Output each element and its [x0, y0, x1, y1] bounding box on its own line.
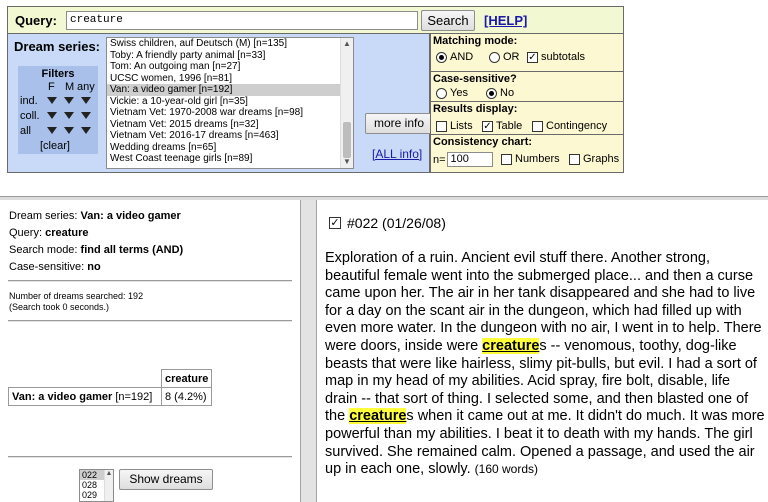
query-bar [7, 6, 624, 34]
checkbox-icon [501, 154, 512, 165]
filter-col-f: F [48, 81, 55, 93]
dream-id-listbox[interactable] [79, 469, 114, 502]
dreams-searched-count: Number of dreams searched: 192 [9, 291, 144, 301]
table-cell-count[interactable]: 8 (4.2%) [162, 388, 212, 406]
list-item[interactable]: Toby: A friendly party animal [n=33] [110, 49, 266, 61]
filter-col-any: any [77, 81, 95, 93]
filters-box [18, 66, 98, 154]
summary-query: Query: creature [9, 227, 89, 239]
case-no-radio[interactable] [486, 87, 514, 99]
contingency-checkbox[interactable] [532, 120, 607, 132]
down-triangle-icon[interactable] [47, 127, 57, 134]
checkbox-icon [436, 121, 447, 132]
consistency-chart-section [431, 134, 623, 172]
scroll-down-icon[interactable]: ▼ [343, 157, 351, 166]
matching-mode-title: Matching mode: [433, 35, 518, 47]
dream-text [325, 250, 765, 479]
list-item[interactable]: Vietnam Vet: 1970-2008 war dreams [n=98] [110, 107, 303, 118]
and-label: AND [450, 51, 474, 63]
down-triangle-icon[interactable] [81, 112, 91, 119]
no-label: No [500, 87, 515, 99]
word-count: (160 words) [474, 462, 539, 477]
dream-text-part: s -- venomous, toothy, dog-like beasts that were like hairless, slimy pit-bulls, but evil. I had a sort of map in my head of my abilities. Acid spray, fire bolt, disable, life drain -- that sort of thing. I selected some, and then blasted one of the [325, 337, 757, 425]
list-item[interactable]: Vietnam Vet: 2015 dreams [n=32] [110, 118, 259, 130]
search-time: (Search took 0 seconds.) [9, 302, 110, 312]
case-yes-radio[interactable] [436, 87, 468, 99]
radio-checked-icon [486, 88, 497, 99]
filter-row-ind: ind. [20, 95, 38, 107]
search-button[interactable]: Search [421, 10, 475, 31]
radio-checked-icon [436, 52, 447, 63]
help-link[interactable]: [HELP] [484, 13, 528, 28]
all-info-link[interactable]: [ALL info] [372, 147, 423, 161]
n-label: n= [433, 153, 446, 166]
results-display-section [431, 101, 623, 134]
divider [8, 280, 292, 282]
numbers-checkbox[interactable] [501, 153, 560, 165]
list-item[interactable]: UCSC women, 1996 [n=81] [110, 72, 233, 84]
table-header-creature: creature [162, 370, 212, 388]
yes-label: Yes [450, 87, 468, 99]
table-checkbox[interactable] [482, 120, 522, 132]
scroll-up-icon[interactable]: ▲ [104, 470, 113, 501]
down-triangle-icon[interactable] [47, 112, 57, 119]
down-triangle-icon[interactable] [81, 127, 91, 134]
case-sensitive-title: Case-sensitive? [433, 73, 517, 85]
summary-mode: Search mode: find all terms (AND) [9, 244, 184, 256]
dream-series-panel [7, 34, 430, 173]
search-options-panel [430, 34, 624, 173]
query-input[interactable]: creature [66, 11, 418, 30]
consistency-chart-title: Consistency chart: [433, 136, 533, 148]
list-item-selected[interactable]: 022 [80, 470, 113, 480]
down-triangle-icon[interactable] [47, 97, 57, 104]
list-item[interactable]: 029 [82, 490, 98, 500]
checkbox-icon [569, 154, 580, 165]
list-item[interactable]: Vietnam Vet: 2016-17 dreams [n=463] [110, 130, 279, 141]
listbox-scrollbar[interactable] [340, 38, 353, 168]
or-radio[interactable] [489, 51, 520, 63]
filter-row-coll: coll. [20, 110, 40, 122]
scroll-up-icon[interactable]: ▲ [343, 39, 351, 48]
and-radio[interactable] [436, 51, 473, 63]
n-field[interactable] [433, 152, 493, 167]
dream-series-label: Dream series: [14, 39, 100, 54]
divider [8, 456, 292, 458]
down-triangle-icon[interactable] [64, 112, 74, 119]
more-info-button[interactable]: more info [365, 113, 433, 134]
list-item-selected[interactable]: Van: a video gamer [n=192] [107, 84, 353, 96]
dream-header [329, 215, 446, 231]
divider [8, 320, 292, 322]
table-row-label: Van: a video gamer [n=192] [9, 388, 162, 406]
highlighted-term: creature [349, 408, 407, 425]
checkbox-checked-icon: ✓ [483, 120, 492, 132]
query-label: Query: [15, 13, 57, 28]
graphs-checkbox[interactable] [569, 153, 619, 165]
list-item[interactable]: Tom: An outgoing man [n=27] [110, 61, 241, 72]
table-label: Table [496, 120, 523, 132]
summary-case: Case-sensitive: no [9, 261, 101, 273]
down-triangle-icon[interactable] [64, 97, 74, 104]
results-summary-frame [0, 200, 300, 502]
down-triangle-icon[interactable] [81, 97, 91, 104]
highlighted-term: creature [482, 337, 540, 354]
numbers-label: Numbers [515, 153, 560, 165]
radio-icon [436, 88, 447, 99]
n-input[interactable]: 100 [447, 152, 493, 167]
scroll-thumb[interactable] [343, 122, 351, 158]
show-dreams-button[interactable]: Show dreams [119, 469, 213, 490]
list-item[interactable]: Vickie: a 10-year-old girl [n=35] [110, 95, 248, 107]
dream-viewer-frame [317, 200, 768, 502]
or-label: OR [503, 51, 520, 63]
list-item[interactable]: Wedding dreams [n=65] [110, 141, 217, 153]
clear-filters-link[interactable]: [clear] [40, 140, 70, 152]
frame-divider-vertical[interactable] [300, 200, 317, 502]
results-table [8, 369, 212, 406]
matching-mode-section [431, 34, 623, 71]
graphs-label: Graphs [583, 153, 620, 165]
list-item[interactable]: Swiss children, auf Deutsch (M) [n=135] [110, 38, 288, 49]
lists-checkbox[interactable] [436, 120, 473, 132]
summary-series: Dream series: Van: a video gamer [9, 210, 181, 222]
subtotals-checkbox[interactable] [527, 51, 585, 63]
list-item[interactable]: 028 [82, 480, 98, 490]
dream-id-date: #022 (01/26/08) [347, 215, 446, 231]
subtotals-label: subtotals [541, 51, 586, 63]
checkbox-icon [532, 121, 543, 132]
dream-series-listbox[interactable] [106, 37, 354, 169]
dream-text-part: s when it came out at me. It didn't do much. It was more powerful than my abilities. I beat it to death with my hands. The girl survived. She remained calm. Opened a passage, and used the air up in each one, slowly. [325, 408, 765, 478]
table-row [9, 388, 212, 406]
filter-row-all: all [20, 125, 32, 137]
search-form-frame [0, 0, 768, 173]
case-sensitive-section [431, 71, 623, 101]
filter-col-m: M [65, 81, 75, 93]
filters-title: Filters [41, 68, 75, 80]
lists-label: Lists [450, 120, 473, 132]
radio-icon [489, 52, 500, 63]
list-item[interactable]: West Coast teenage girls [n=89] [110, 153, 253, 164]
checkbox-checked-icon: ✓ [528, 51, 537, 63]
down-triangle-icon[interactable] [64, 127, 74, 134]
dream-checkbox[interactable]: ✓ [330, 217, 340, 229]
dream-text-part: Exploration of a ruin. Ancient evil stuff there. Another strong, beautiful female went into the submerged place... and then a curse came upon her. The air in her tank disappeared and she had to live for a day on the scant air in the dungeon, which had filled up with even more water. In the dungeon with no air, I went in to help. There were doors, inside were [325, 250, 762, 354]
contingency-label: Contingency [546, 120, 608, 132]
table-corner [9, 370, 162, 388]
results-display-title: Results display: [433, 103, 518, 115]
